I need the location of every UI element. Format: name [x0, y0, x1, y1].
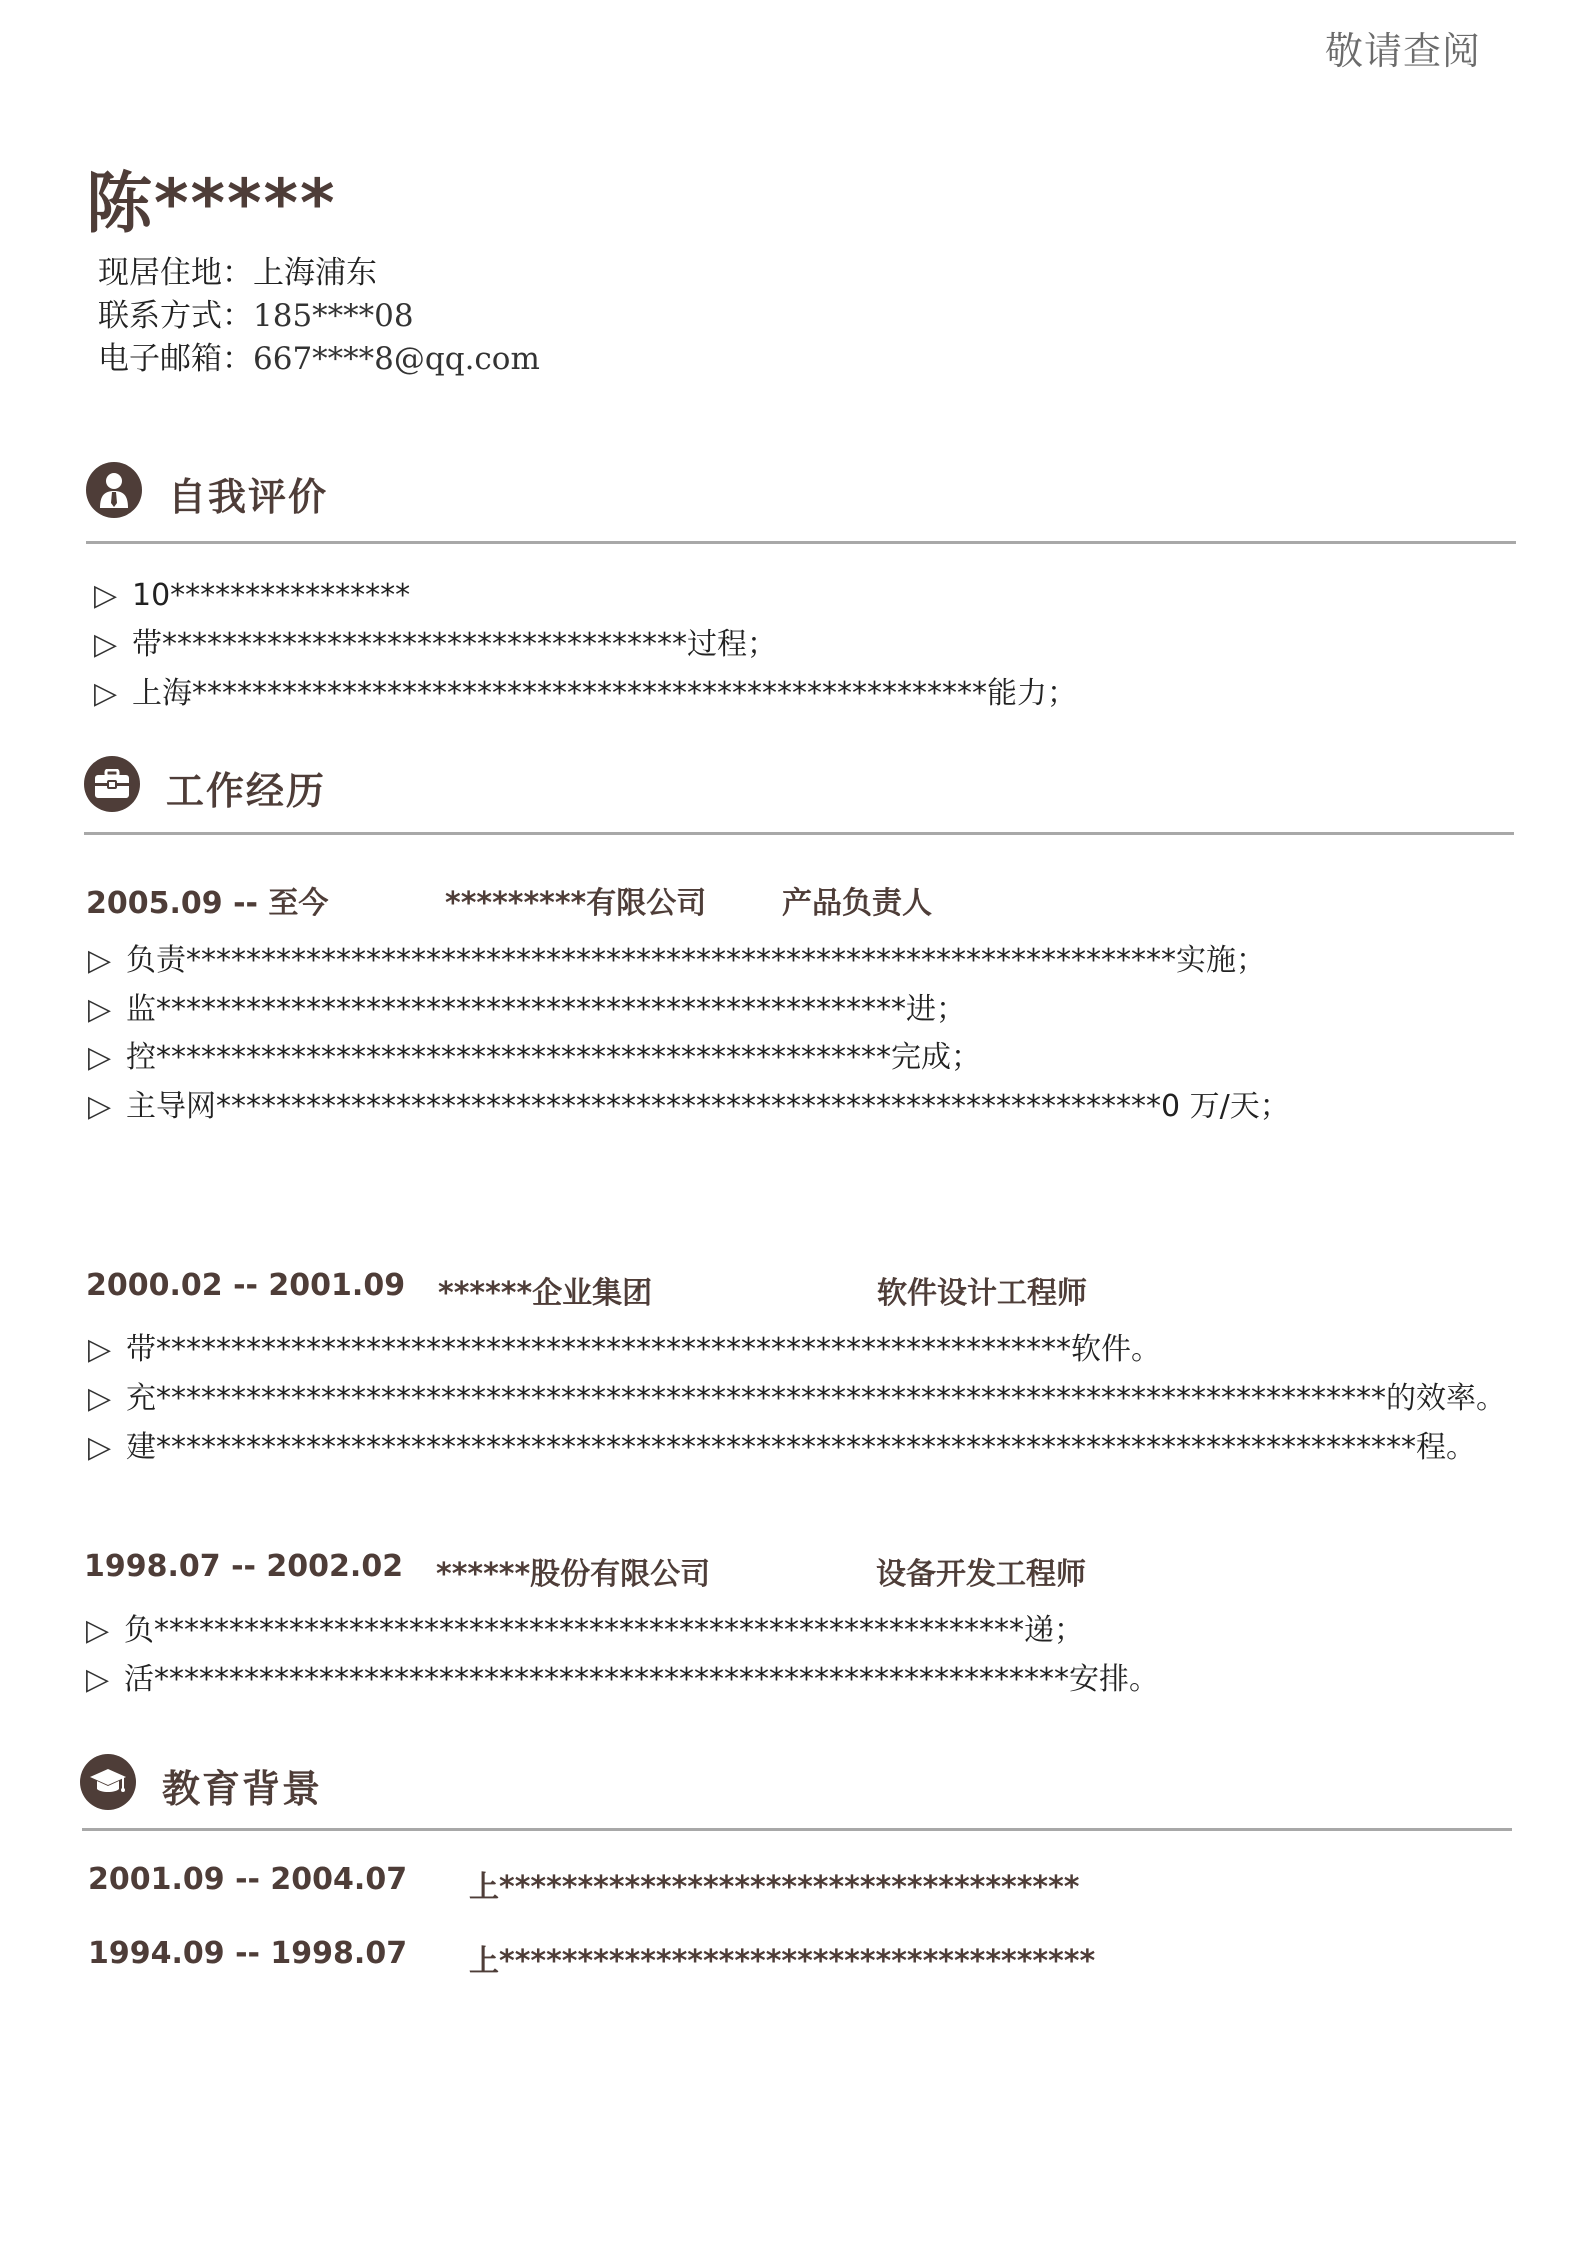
list-item — [88, 986, 966, 1034]
job-item: 充**********************************************************************************的效率。 — [126, 1381, 1506, 1416]
job-header — [86, 878, 1486, 921]
self-eval-divider — [86, 541, 1516, 544]
job-header — [84, 1549, 1484, 1592]
phone-value: 185****08 — [253, 298, 414, 334]
contact-email — [98, 338, 540, 381]
person-tie-icon — [86, 462, 142, 518]
list-item — [88, 1034, 981, 1082]
job-period: 1998.07 -- 2002.02 — [84, 1549, 404, 1584]
self-eval-item: 带***********************************过程； — [132, 627, 777, 662]
job-item: 建************************************************************************************程。 — [126, 1430, 1476, 1465]
email-value: 667****8@qq.com — [253, 341, 540, 377]
job-item: 负**********************************************************递； — [124, 1613, 1084, 1648]
job-period: 2000.02 -- 2001.09 — [86, 1268, 406, 1303]
education-header — [80, 1754, 680, 1814]
graduation-cap-icon — [80, 1754, 136, 1810]
work-divider — [84, 832, 1514, 835]
list-item — [88, 1083, 1290, 1131]
triangle-bullet-icon: ▷ — [86, 1613, 110, 1648]
education-school: 上************************************** — [469, 1944, 1096, 1979]
work-header — [84, 756, 684, 816]
job-item: 主导网***************************************************************0 万/天； — [126, 1089, 1290, 1124]
triangle-bullet-icon: ▷ — [88, 1089, 112, 1124]
list-item — [88, 937, 1266, 985]
list-item — [94, 572, 410, 620]
job-role: 产品负责人 — [782, 886, 932, 921]
triangle-bullet-icon: ▷ — [88, 1381, 112, 1416]
triangle-bullet-icon: ▷ — [94, 627, 118, 662]
job-item: 监**************************************************进； — [126, 992, 966, 1027]
triangle-bullet-icon: ▷ — [86, 1662, 110, 1697]
list-item — [94, 621, 777, 669]
list-item — [88, 1375, 1506, 1423]
job-header — [86, 1268, 1486, 1311]
triangle-bullet-icon: ▷ — [88, 943, 112, 978]
candidate-name: 陈***** — [86, 165, 337, 242]
job-item: 带*************************************************************软件。 — [126, 1332, 1161, 1367]
education-title: 教育背景 — [162, 1767, 323, 1811]
list-item — [88, 1326, 1161, 1374]
list-item — [88, 1424, 1476, 1472]
list-item — [94, 670, 1077, 718]
education-divider — [82, 1828, 1512, 1831]
triangle-bullet-icon: ▷ — [88, 992, 112, 1027]
education-period: 2001.09 -- 2004.07 — [88, 1862, 408, 1897]
job-company: ******股份有限公司 — [436, 1557, 711, 1592]
job-item: 负责******************************************************************实施； — [126, 943, 1266, 978]
education-period: 1994.09 -- 1998.07 — [88, 1936, 408, 1971]
job-role: 软件设计工程师 — [877, 1276, 1087, 1311]
education-school: 上************************************* — [469, 1870, 1080, 1905]
triangle-bullet-icon: ▷ — [94, 676, 118, 711]
work-title: 工作经历 — [166, 769, 327, 813]
triangle-bullet-icon: ▷ — [94, 578, 118, 613]
phone-label: 联系方式： — [98, 298, 253, 334]
job-item: 控*************************************************完成； — [126, 1040, 981, 1075]
education-entry — [88, 1936, 1488, 1979]
top-note: 敬请查阅 — [1325, 29, 1482, 73]
self-eval-title: 自我评价 — [168, 475, 329, 519]
self-eval-item: 上海*****************************************************能力； — [132, 676, 1077, 711]
list-item — [86, 1656, 1159, 1704]
triangle-bullet-icon: ▷ — [88, 1430, 112, 1465]
list-item — [86, 1607, 1084, 1655]
briefcase-icon — [84, 756, 140, 812]
residence-value: 上海浦东 — [253, 255, 377, 291]
education-entry — [88, 1862, 1488, 1905]
triangle-bullet-icon: ▷ — [88, 1332, 112, 1367]
triangle-bullet-icon: ▷ — [88, 1040, 112, 1075]
self-eval-header — [86, 462, 686, 522]
residence-label: 现居住地： — [98, 255, 253, 291]
contact-phone — [98, 295, 414, 338]
job-company: *********有限公司 — [445, 886, 707, 921]
job-item: 活*************************************************************安排。 — [124, 1662, 1159, 1697]
job-company: ******企业集团 — [438, 1276, 653, 1311]
job-period: 2005.09 -- 至今 — [86, 886, 329, 921]
job-role: 设备开发工程师 — [876, 1557, 1086, 1592]
contact-residence — [98, 252, 377, 295]
self-eval-item: 10**************** — [132, 578, 411, 613]
email-label: 电子邮箱： — [98, 341, 253, 377]
